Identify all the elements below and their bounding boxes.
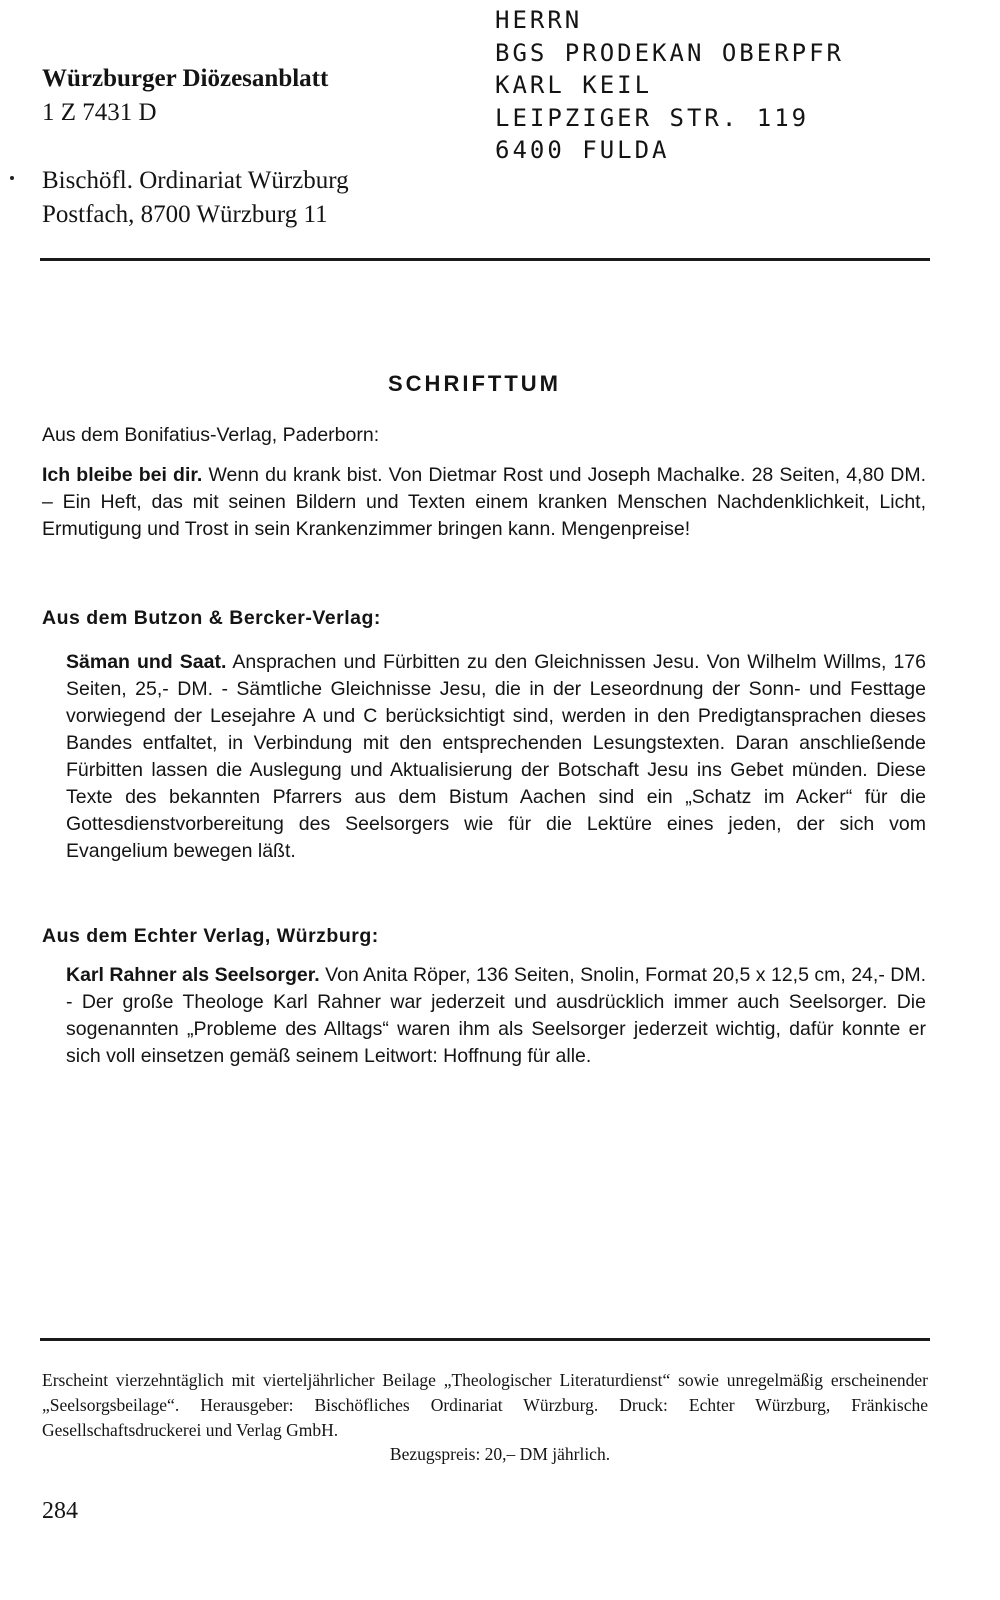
section-entry-3	[66, 962, 926, 1070]
stray-mark	[10, 176, 14, 180]
footer-price: Bezugspreis: 20,– DM jährlich.	[389, 1444, 611, 1464]
address-line: LEIPZIGER STR. 119	[495, 103, 810, 132]
book-title: Karl Rahner als Seelsorger.	[66, 964, 320, 986]
sender-line-2: Postfach, 8700 Würzburg 11	[42, 201, 328, 228]
recipient-address	[495, 4, 844, 167]
address-line: HERRN	[495, 6, 583, 34]
sender-line-1: Bischöfl. Ordinariat Würzburg	[42, 167, 349, 194]
sender-block	[42, 62, 349, 232]
book-title: Säman und Saat.	[66, 651, 227, 673]
book-description: Von Anita Röper, 136 Seiten, Snolin, Format 20,5 x 12,5 cm, 24,- DM. - Der große Theologe Karl Rahner war jederzeit und ausdrücklich immer auch Seelsorger. Die sogenannten „Probleme des Alltags“ waren ihm als Seelsorger jederzeit wichtig, dafür konnte er sich voll einsetzen gemäß seinem Leitwort: Hoffnung für alle.	[66, 964, 927, 1067]
address-line: 6400 FULDA	[495, 136, 670, 164]
address-line: BGS PRODEKAN OBERPFR	[495, 38, 844, 67]
book-description: Wenn du krank bist. Von Dietmar Rost und Joseph Machalke. 28 Seiten, 4,80 DM. – Ein Heft, das mit seinen Bildern und Texten einem kranken Menschen Nachdenklichkeit, Licht, Ermutigung und Trost in sein Krankenzimmer bringen kann. Mengenpreise!	[42, 464, 927, 540]
section-publisher-1: Aus dem Bonifatius-Verlag, Paderborn:	[42, 424, 380, 446]
section-publisher-3: Aus dem Echter Verlag, Würzburg:	[42, 925, 379, 947]
header-divider	[40, 258, 930, 261]
footer-divider	[40, 1338, 930, 1341]
publication-code: 1 Z 7431 D	[42, 99, 157, 126]
address-line: KARL KEIL	[495, 71, 653, 99]
book-title: Ich bleibe bei dir.	[42, 464, 203, 486]
section-entry-1	[42, 462, 926, 543]
publication-name: Würzburger Diözesanblatt	[42, 65, 329, 92]
section-publisher-2: Aus dem Butzon & Bercker-Verlag:	[42, 607, 381, 629]
book-description: Ansprachen und Fürbitten zu den Gleichnissen Jesu. Von Wilhelm Willms, 176 Seiten, 25,- DM. - Sämtliche Gleichnisse Jesu, die in der Leseordnung der Sonn- und Festtage vorwiegend der Lesejahre A und C berücksichtigt sind, werden in den Predigtansprachen dieses Bandes entfaltet, in Verbindung mit den entsprechenden Lesungstexten. Daran anschließende Fürbitten lassen die Auslegung und Aktualisierung der Botschaft Jesu ins Gebet münden. Diese Texte des bekannten Pfarrers aus dem Bistum Aachen sind ein „Schatz im Acker“ für die Gottesdienstvorbereitung des Seelsorgers wie für die Lektüre eines jeden, der sich vom Evangelium bewegen läßt.	[66, 651, 926, 862]
page-title: SCHRIFTTUM	[388, 371, 561, 396]
footer-text: Erscheint vierzehntäglich mit vierteljährlicher Beilage „Theologischer Literaturdienst“ sowie unregelmäßig erscheinender „Seelsorgsbeilage“. Herausgeber: Bischöfliches Ordinariat Würzburg. Druck: Echter Würzburg, Fränkische Gesellschaftsdruckerei und Verlag GmbH.	[42, 1370, 928, 1440]
page-number: 284	[42, 1498, 78, 1524]
section-entry-2	[66, 649, 926, 865]
